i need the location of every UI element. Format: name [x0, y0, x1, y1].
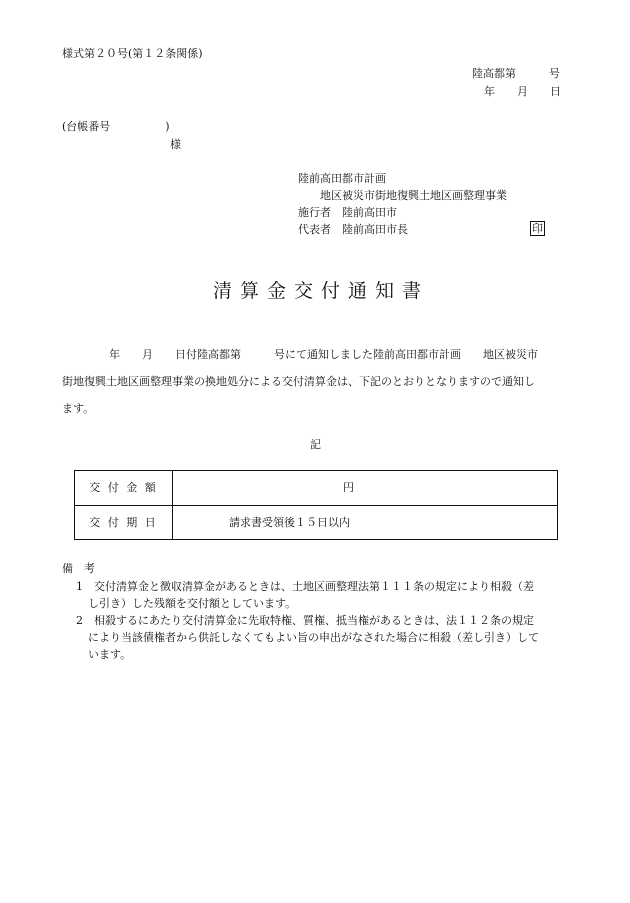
note-line: により当該債権者から供託しなくてもよい旨の申出がなされた場合に相殺（差し引き）して — [88, 631, 539, 644]
body-line: 街地復興土地区画整理事業の換地処分による交付清算金は、下記のとおりとなりますので通知し — [62, 375, 535, 388]
body-line: 年 月 日付陸高都第 号にて通知しました陸前高田都市計画 地区被災市 — [109, 348, 538, 361]
ki-heading: 記 — [310, 438, 321, 451]
row-label: 交 付 期 日 — [75, 506, 173, 539]
table-row — [75, 506, 557, 539]
ledger-number: (台帳番号 ) — [62, 120, 170, 133]
recipient-suffix: 様 — [170, 138, 181, 151]
table-row — [75, 471, 557, 506]
amount-unit: 円 — [343, 481, 354, 495]
body-line: ます。 — [62, 402, 95, 415]
row-value — [173, 506, 557, 539]
form-label: 様式第２０号(第１２条関係) — [62, 47, 203, 60]
sender-project: 地区被災市街地復興土地区画整理事業 — [320, 189, 507, 202]
issue-date: 年 月 日 — [484, 85, 561, 98]
note-line: し引き）した残額を交付額としています。 — [88, 597, 297, 610]
sender-plan: 陸前高田都市計画 — [298, 172, 386, 185]
notes-heading: 備 考 — [62, 562, 95, 575]
document-title: 清算金交付通知書 — [213, 280, 430, 302]
due-date-text: 請求書受領後１５日以内 — [229, 515, 350, 529]
row-label: 交 付 金 額 — [75, 471, 173, 505]
note-line: います。 — [88, 648, 132, 661]
payment-table — [74, 470, 558, 540]
document-number: 陸高都第 号 — [472, 67, 560, 80]
sender-executor: 施行者 陸前高田市 — [298, 206, 397, 219]
row-value — [173, 471, 557, 505]
note-line: 1 交付清算金と徴収清算金があるときは、土地区画整理法第１１１条の規定により相殺（差 — [76, 580, 534, 593]
sender-representative: 代表者 陸前高田市長 — [298, 223, 408, 236]
seal-stamp: 印 — [532, 222, 543, 235]
note-line: 2 相殺するにあたり交付清算金に先取特権、質権、抵当権があるときは、法１１２条の規定 — [76, 614, 534, 627]
